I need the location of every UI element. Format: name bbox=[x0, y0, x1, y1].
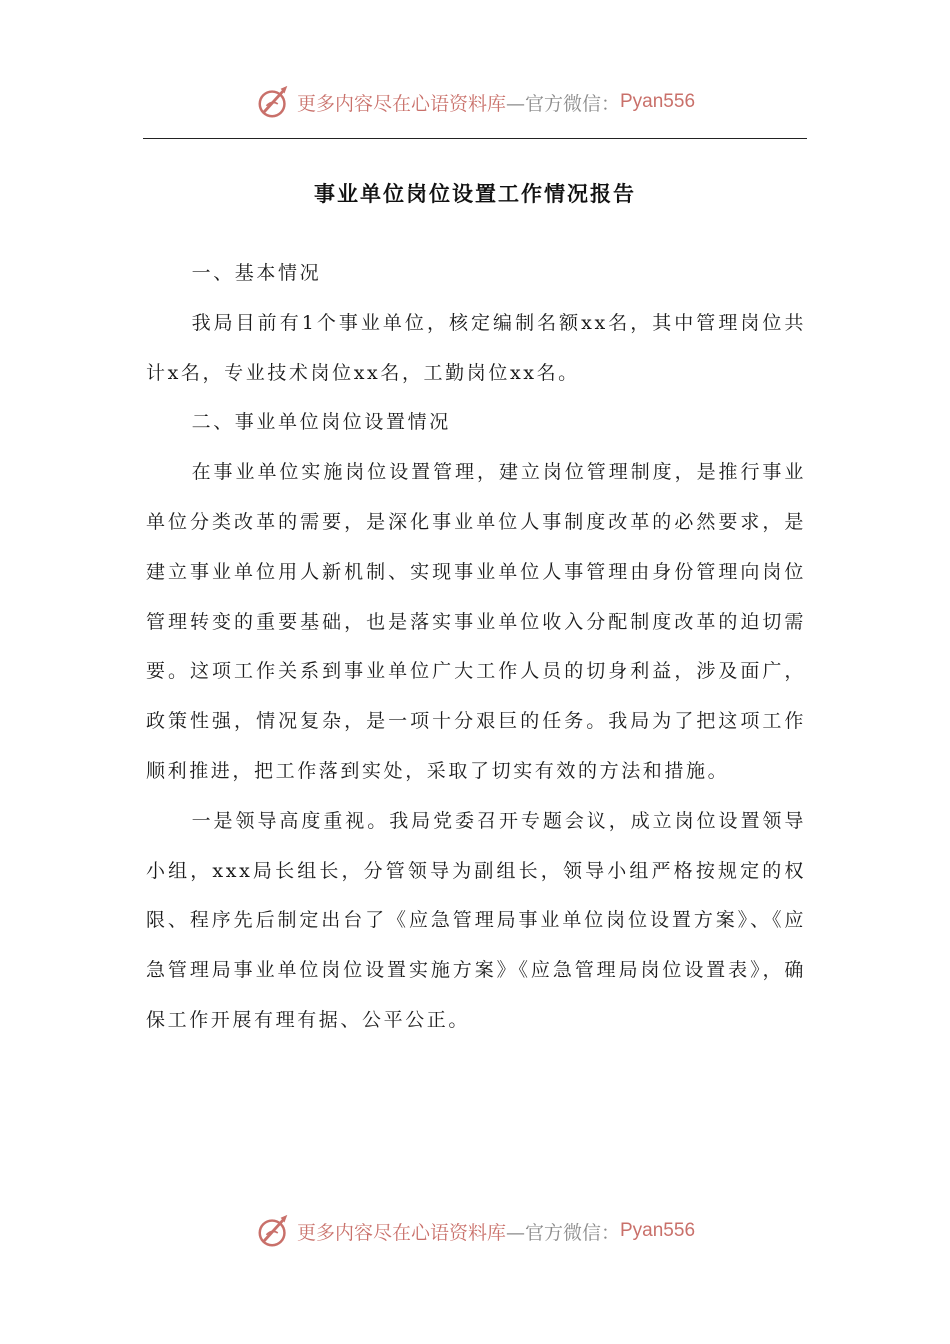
section-heading-basic: 一、基本情况 bbox=[191, 262, 322, 284]
banner-wechat-id: Pyan556 bbox=[620, 1220, 696, 1241]
footer-banner bbox=[0, 1211, 950, 1251]
section-heading-setup: 二、事业单位岗位设置情况 bbox=[191, 411, 451, 434]
pen-logo-icon bbox=[255, 1212, 293, 1250]
banner-wechat-label: —官方微信： bbox=[505, 1221, 620, 1244]
banner-slogan: 更多内容尽在心语资料库 bbox=[296, 1221, 506, 1244]
banner-wechat-id: Pyan556 bbox=[620, 91, 696, 112]
banner-wechat-label: —官方微信： bbox=[505, 92, 620, 115]
banner-slogan: 更多内容尽在心语资料库 bbox=[296, 92, 506, 115]
paragraph-staffing: 我局目前有1个事业单位，核定编制名额xx名，其中管理岗位共计x名，专业技术岗位xx名，工勤岗位xx名。 bbox=[146, 311, 806, 384]
document-title: 事业单位岗位设置工作情况报告 bbox=[314, 182, 636, 206]
pen-logo-icon bbox=[255, 83, 293, 121]
header-banner bbox=[0, 82, 950, 122]
paragraph-background: 在事业单位实施岗位设置管理，建立岗位管理制度，是推行事业单位分类改革的需要，是深化事业单位人事制度改革的必然要求，是建立事业单位用人新机制、实现事业单位人事管理由身份管理向岗位管理转变的重要基础，也是落实事业单位收入分配制度改革的迫切需要。这项工作关系到事业单位广大工作人员的切身利益，涉及面广，政策性强，情况复杂，是一项十分艰巨的任务。我局为了把这项工作顺利推进，把工作落到实处，采取了切实有效的方法和措施。 bbox=[146, 461, 806, 782]
header-divider bbox=[143, 138, 807, 139]
paragraph-leadership: 一是领导高度重视。我局党委召开专题会议，成立岗位设置领导小组，xxx局长组长，分管领导为副组长，领导小组严格按规定的权限、程序先后制定出台了《应急管理局事业单位岗位设置方案》、《应急管理局事业单位岗位设置实施方案》《应急管理局岗位设置表》，确保工作开展有理有据、公平公正。 bbox=[146, 809, 806, 1031]
document-body bbox=[146, 249, 806, 1046]
